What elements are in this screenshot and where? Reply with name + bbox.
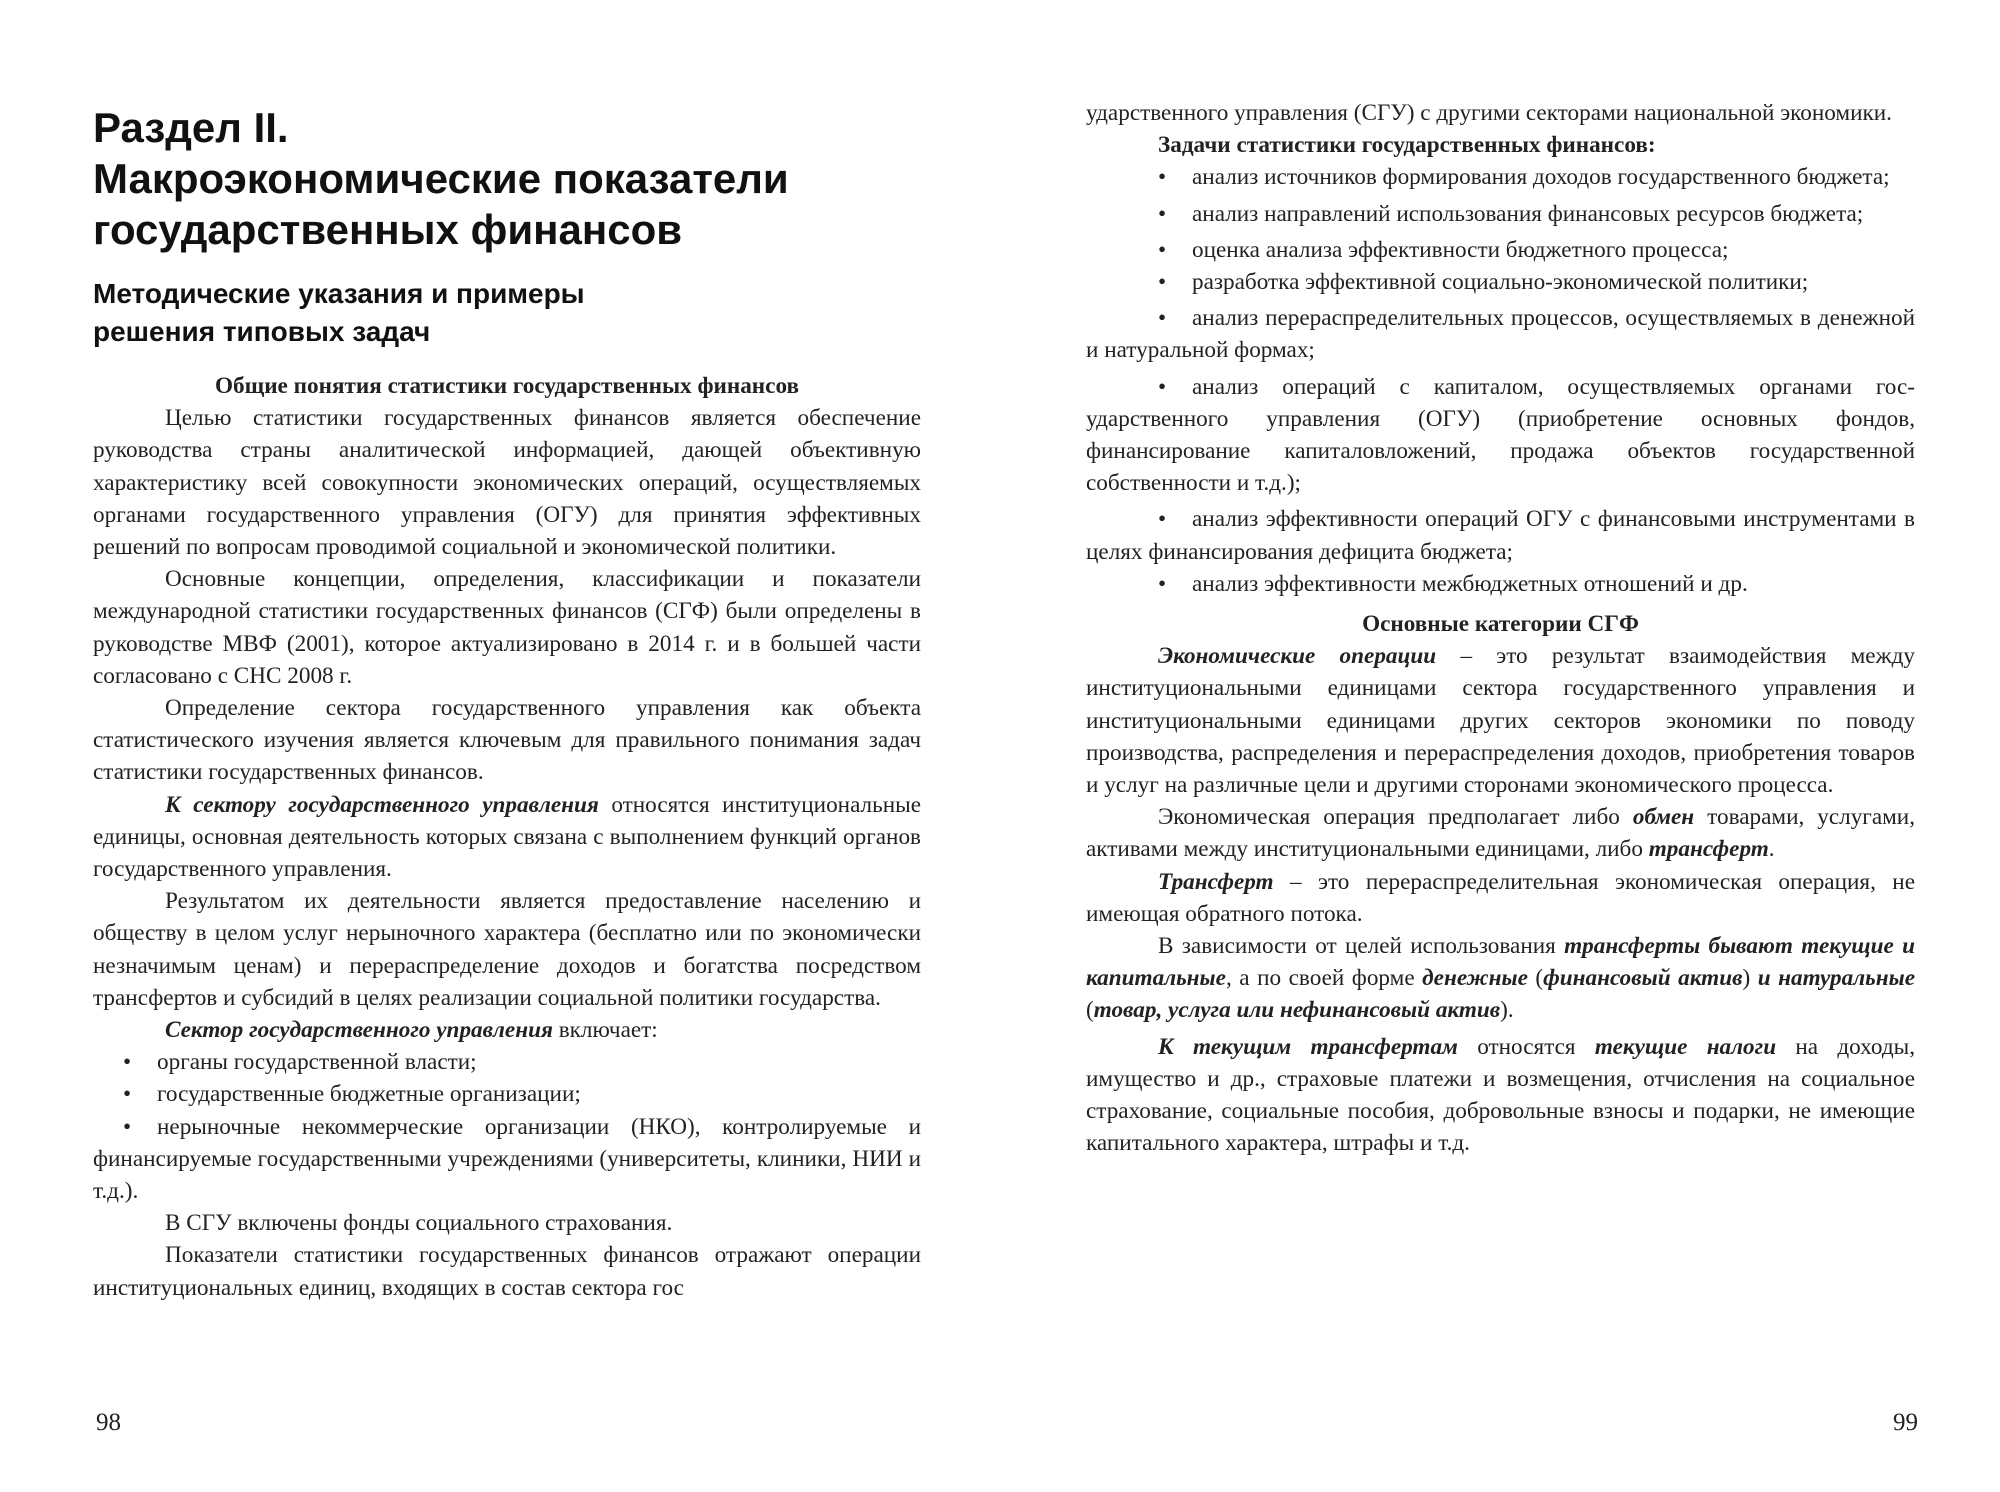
paragraph-text: ( — [1527, 965, 1544, 992]
list-item — [1086, 161, 1915, 193]
list-item-text: анализ эффективности операций ОГУ с финансовыми инструментами в целях финансирования дефицита бюджета; — [1086, 506, 1915, 565]
list-item — [1086, 198, 1915, 230]
list-item-text: государственные бюджетные организации; — [157, 1081, 581, 1108]
paragraph-text: товарами, услугами, активами между институциональными единицами, либо — [1086, 804, 1915, 863]
page-number: 99 — [1893, 1409, 1918, 1436]
list-item — [93, 1111, 921, 1208]
emphasis-term: трансферт — [1648, 836, 1769, 863]
emphasis-term: трансферты бывают текущие и капитальные — [1086, 933, 1915, 992]
bullet-icon: • — [123, 1081, 132, 1108]
list-item — [93, 1078, 921, 1110]
paragraph-text: – это перераспределительная экономическая операция, не имеющая обратного потока. — [1086, 868, 1915, 927]
emphasis-term: текущие налоги — [1594, 1033, 1777, 1060]
paragraph: Определение сектора государственного управления как объекта статистического изучения является ключевым для правильного понимания задач статистики государственных финансов. — [93, 695, 921, 786]
list-item-text: анализ источников формирования доходов государственного бюджета; — [1192, 164, 1890, 191]
bullet-icon: • — [1158, 269, 1167, 296]
list-item — [93, 1046, 921, 1078]
paragraph-text: ( — [1086, 997, 1094, 1024]
right-text-column — [1086, 97, 1915, 1160]
paragraph: Результатом их деятельности является предоставление населению и обществу в целом услуг нерыночного характера (бесплатно или по экономически незначимым ценам) и перераспределение доходов и богатства посредством трансфертов и субсидий в целях реализации социальной политики государства. — [93, 888, 921, 1011]
paragraph — [1086, 930, 1915, 1027]
list-item — [1086, 371, 1915, 500]
paragraph-text: относятся институциональные единицы, основная деятельность которых связана с выполнением функций органов государственного управления. — [93, 791, 921, 883]
paragraph: ударственного управления (СГУ) с другими секторами национальной экономики. — [1086, 100, 1892, 126]
bullet-icon: • — [123, 1049, 132, 1076]
emphasis-term: К сектору государственного управления — [165, 791, 599, 818]
bullet-icon: • — [123, 1113, 132, 1140]
list-item-text: разработка эффективной социально-экономической политики; — [1192, 269, 1809, 296]
emphasis-term: Экономические операции — [1158, 643, 1437, 670]
section-title-line: государственных финансов — [93, 206, 683, 253]
paragraph — [1086, 866, 1915, 930]
section-title-line: Раздел II. — [93, 104, 289, 151]
list-item — [1086, 302, 1915, 366]
paragraph-text: – это результат взаимодействия между институциональными единицами сектора государственного управления и институциональными единицами других секторов экономики по поводу производства, распределения и перераспределения доходов, приобретения товаров и услуг на различные цели и другими сторонами экономического процесса. — [1086, 643, 1915, 799]
list-item-text: анализ перераспределительных процессов, осуществляемых в денежной и натуральной формах; — [1086, 305, 1915, 364]
left-text-column — [93, 370, 921, 1304]
paragraph — [93, 1014, 921, 1046]
emphasis-term: Сектор государственного управления — [165, 1017, 553, 1044]
bullet-icon: • — [1158, 200, 1167, 227]
list-item-text: органы государственной власти; — [157, 1049, 477, 1076]
emphasis-term: товар, услуга или нефинансовый актив — [1093, 997, 1501, 1024]
paragraph: Целью статистики государственных финансов является обеспечение руководства страны аналитической информацией, дающей объективную характеристику всей совокупности экономических операций, осуществляемых органами государственного управления (ОГУ) для принятия эффективных решений по вопросам проводимой социальной и экономической политики. — [93, 405, 921, 561]
heading-general-concepts: Общие понятия статистики государственных финансов — [214, 373, 799, 399]
bullet-icon: • — [1158, 506, 1167, 533]
list-item-text: анализ направлений использования финансовых ресурсов бюджета; — [1192, 200, 1864, 227]
list-item — [1086, 234, 1915, 266]
paragraph-text: на доходы, имущество и др., страховые платежи и возмещения, отчисления на социальное страхование, социальные пособия, добровольные взносы и подарки, не имеющие капитального характера, штрафы и т.д. — [1086, 1033, 1915, 1157]
paragraph: Показатели статистики государственных финансов отражают операции институциональных единиц, входящих в состав сектора гос — [93, 1242, 921, 1301]
right-page — [1000, 0, 2000, 1492]
paragraph — [1086, 640, 1915, 801]
list-item-text: оценка анализа эффективности бюджетного процесса; — [1192, 236, 1729, 263]
bullet-icon: • — [1158, 305, 1167, 332]
list-item-text: анализ операций с капиталом, осуществляемых органами государственного управления (ОГУ) (приобретение основных фондов, финансирование капиталовложений, продажа объектов государственной собственности и т.д.); — [1086, 373, 1915, 497]
list-item — [1086, 568, 1915, 600]
list-item-text: нерыночные некоммерческие организации (НКО), контролируемые и финансируемые государственными учреждениями (университеты, клиники, НИИ и т.д.). — [93, 1113, 921, 1205]
subsection-title-line: решения типовых задач — [93, 316, 431, 347]
subsection-title-line: Методические указания и примеры — [93, 278, 585, 309]
list-item — [1086, 266, 1915, 298]
bullet-icon: • — [1158, 164, 1167, 191]
section-title-line: Макроэкономические показатели — [93, 155, 789, 202]
paragraph: В СГУ включены фонды социального страхования. — [165, 1210, 673, 1237]
emphasis-term: и натуральные — [1757, 965, 1915, 992]
bullet-icon: • — [1158, 570, 1167, 597]
paragraph: Основные концепции, определения, классификации и показатели международной статистики государственных финансов (СГФ) были определены в руководстве МВФ (2001), которое актуализировано в 2014 г. и в большей части согласовано с СНС 2008 г. — [93, 566, 921, 689]
bullet-icon: • — [1158, 236, 1167, 263]
paragraph-text: относятся — [1457, 1033, 1595, 1060]
section-title — [93, 102, 789, 255]
paragraph-text: В зависимости от целей использования — [1158, 933, 1565, 960]
emphasis-term: К текущим трансфертам — [1158, 1033, 1458, 1060]
page-number: 98 — [96, 1409, 121, 1436]
paragraph — [1086, 801, 1915, 865]
emphasis-term: Трансферт — [1158, 868, 1274, 895]
paragraph-text: ) — [1742, 965, 1758, 992]
heading-tasks: Задачи статистики государственных финансов: — [1158, 132, 1656, 159]
emphasis-term: денежные — [1422, 965, 1528, 992]
paragraph — [93, 789, 921, 886]
emphasis-term: финансовый актив — [1543, 965, 1743, 992]
paragraph-text: включает: — [552, 1017, 658, 1044]
heading-categories: Основные категории СГФ — [1362, 611, 1639, 638]
paragraph-text: Экономическая операция предполагает либо — [1158, 804, 1633, 831]
bullet-icon: • — [1158, 373, 1167, 400]
paragraph-text: , а по своей форме — [1225, 965, 1423, 992]
list-item — [1086, 503, 1915, 567]
emphasis-term: обмен — [1632, 804, 1695, 831]
list-item-text: анализ эффективности межбюджетных отношений и др. — [1192, 570, 1748, 597]
paragraph — [1086, 1031, 1915, 1160]
paragraph-text: ). — [1500, 997, 1514, 1024]
paragraph-text: . — [1768, 836, 1775, 863]
subsection-title — [93, 275, 585, 351]
